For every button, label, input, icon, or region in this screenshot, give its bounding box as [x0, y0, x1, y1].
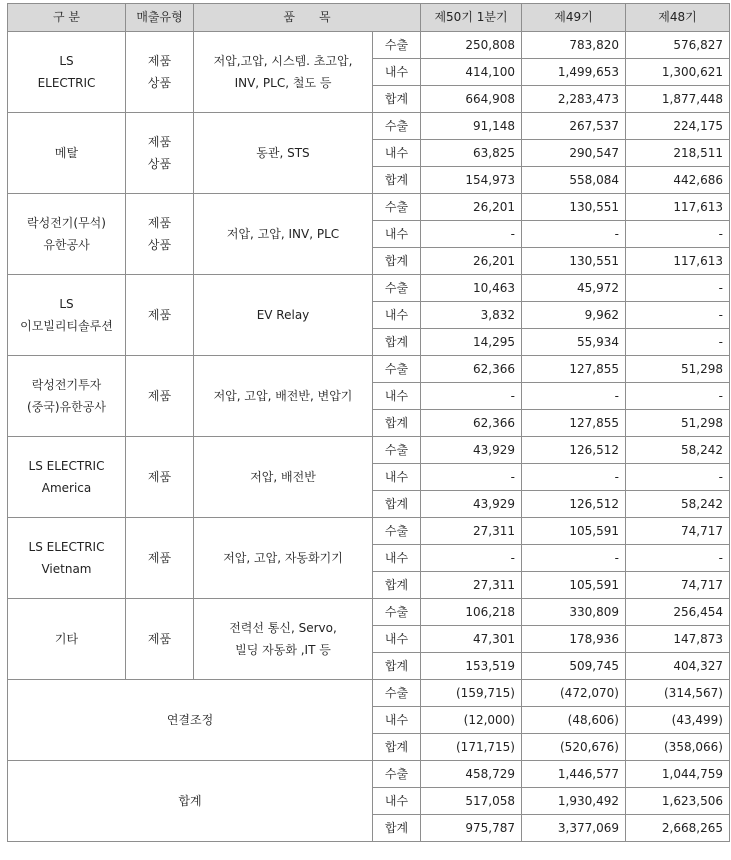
table-row	[8, 680, 730, 707]
value-cell: (472,070)	[522, 680, 626, 707]
value-cell: 256,454	[626, 599, 730, 626]
grand-total-label: 합계	[8, 761, 373, 842]
table-row	[8, 599, 730, 626]
value-cell: 127,855	[522, 356, 626, 383]
value-cell: 74,717	[626, 572, 730, 599]
product-items	[194, 113, 373, 194]
value-cell: -	[626, 383, 730, 410]
product-items	[194, 32, 373, 113]
header-sales-type: 매출유형	[126, 4, 194, 32]
value-cell: 3,377,069	[522, 815, 626, 842]
value-cell: 3,832	[421, 302, 522, 329]
header-period-50: 제50기 1분기	[421, 4, 522, 32]
value-cell: 127,855	[522, 410, 626, 437]
sales-type	[126, 518, 194, 599]
header-period-48: 제48기	[626, 4, 730, 32]
value-cell: -	[421, 221, 522, 248]
sales-type-line: 제품	[147, 308, 172, 322]
value-cell: (159,715)	[421, 680, 522, 707]
value-cell: -	[626, 464, 730, 491]
value-cell: 43,929	[421, 437, 522, 464]
row-label-domestic: 내수	[373, 788, 421, 815]
table-row	[8, 518, 730, 545]
value-cell: -	[522, 383, 626, 410]
value-cell: 62,366	[421, 356, 522, 383]
value-cell: 27,311	[421, 518, 522, 545]
value-cell: 153,519	[421, 653, 522, 680]
row-label-total: 합계	[373, 410, 421, 437]
row-label-export: 수출	[373, 113, 421, 140]
product-items	[194, 275, 373, 356]
product-items-line: 저압,고압, 시스템. 초고압,	[213, 54, 353, 68]
value-cell: (358,066)	[626, 734, 730, 761]
row-label-domestic: 내수	[373, 626, 421, 653]
row-label-export: 수출	[373, 599, 421, 626]
sales-type	[126, 113, 194, 194]
sales-type	[126, 437, 194, 518]
table-row	[8, 356, 730, 383]
value-cell: 414,100	[421, 59, 522, 86]
table-row	[8, 32, 730, 59]
row-label-total: 합계	[373, 815, 421, 842]
table-row	[8, 275, 730, 302]
product-items-line: EV Relay	[256, 308, 310, 322]
value-cell: 43,929	[421, 491, 522, 518]
value-cell: 250,808	[421, 32, 522, 59]
sales-type	[126, 32, 194, 113]
value-cell: 26,201	[421, 248, 522, 275]
row-label-export: 수출	[373, 194, 421, 221]
value-cell: (520,676)	[522, 734, 626, 761]
product-items-line: 저압, 고압, 자동화기기	[223, 551, 343, 565]
product-items-line: 저압, 고압, 배전반, 변압기	[213, 389, 353, 403]
row-label-total: 합계	[373, 653, 421, 680]
sales-type-line: 제품	[147, 389, 172, 403]
company-name-line: 메탈	[54, 146, 79, 160]
value-cell: 267,537	[522, 113, 626, 140]
row-label-domestic: 내수	[373, 302, 421, 329]
sales-type-line: 상품	[147, 157, 172, 171]
company-name	[8, 275, 126, 356]
company-name	[8, 113, 126, 194]
product-items-line: 동관, STS	[256, 146, 310, 160]
company-name	[8, 194, 126, 275]
value-cell: 1,499,653	[522, 59, 626, 86]
company-name	[8, 437, 126, 518]
value-cell: 664,908	[421, 86, 522, 113]
sales-type-line: 상품	[147, 76, 172, 90]
row-label-export: 수출	[373, 356, 421, 383]
row-label-export: 수출	[373, 32, 421, 59]
value-cell: 330,809	[522, 599, 626, 626]
row-label-export: 수출	[373, 518, 421, 545]
value-cell: 458,729	[421, 761, 522, 788]
value-cell: 9,962	[522, 302, 626, 329]
value-cell: 58,242	[626, 491, 730, 518]
header-item: 품 목	[194, 4, 421, 32]
value-cell: 105,591	[522, 572, 626, 599]
value-cell: (48,606)	[522, 707, 626, 734]
product-items-line: 저압, 배전반	[250, 470, 316, 484]
sales-type-line: 상품	[147, 238, 172, 252]
company-name-line: 락성전기(무석)	[27, 216, 106, 230]
value-cell: 1,446,577	[522, 761, 626, 788]
value-cell: 27,311	[421, 572, 522, 599]
table-row	[8, 437, 730, 464]
value-cell: 130,551	[522, 194, 626, 221]
value-cell: 117,613	[626, 248, 730, 275]
product-items	[194, 437, 373, 518]
value-cell: -	[626, 275, 730, 302]
row-label-total: 합계	[373, 86, 421, 113]
row-label-total: 합계	[373, 167, 421, 194]
product-items-line: 전력선 통신, Servo,	[229, 621, 337, 635]
value-cell: -	[421, 464, 522, 491]
value-cell: 26,201	[421, 194, 522, 221]
value-cell: 117,613	[626, 194, 730, 221]
company-name-line: (중국)유한공사	[27, 400, 106, 414]
value-cell: 130,551	[522, 248, 626, 275]
row-label-domestic: 내수	[373, 383, 421, 410]
value-cell: 1,300,621	[626, 59, 730, 86]
value-cell: 106,218	[421, 599, 522, 626]
sales-type-line: 제품	[147, 54, 172, 68]
row-label-domestic: 내수	[373, 464, 421, 491]
value-cell: 63,825	[421, 140, 522, 167]
value-cell: (43,499)	[626, 707, 730, 734]
value-cell: -	[626, 302, 730, 329]
product-items-line: INV, PLC, 철도 등	[234, 76, 332, 90]
value-cell: -	[522, 221, 626, 248]
table-row	[8, 113, 730, 140]
value-cell: 58,242	[626, 437, 730, 464]
row-label-export: 수출	[373, 275, 421, 302]
header-row	[8, 4, 730, 32]
value-cell: -	[626, 329, 730, 356]
value-cell: 1,623,506	[626, 788, 730, 815]
value-cell: -	[522, 545, 626, 572]
value-cell: 47,301	[421, 626, 522, 653]
value-cell: -	[421, 383, 522, 410]
sales-type	[126, 194, 194, 275]
company-name-line: ELECTRIC	[37, 76, 96, 90]
company-name-line: LS ELECTRIC	[28, 540, 105, 554]
product-items	[194, 194, 373, 275]
product-items-line: 저압, 고압, INV, PLC	[226, 227, 340, 241]
value-cell: 51,298	[626, 356, 730, 383]
value-cell: 147,873	[626, 626, 730, 653]
company-name-line: 유한공사	[43, 238, 90, 252]
company-name	[8, 356, 126, 437]
company-name-line: 이모빌리티솔루션	[20, 319, 113, 333]
value-cell: 74,717	[626, 518, 730, 545]
row-label-total: 합계	[373, 491, 421, 518]
product-items	[194, 599, 373, 680]
value-cell: 154,973	[421, 167, 522, 194]
value-cell: 442,686	[626, 167, 730, 194]
value-cell: 218,511	[626, 140, 730, 167]
row-label-total: 합계	[373, 572, 421, 599]
row-label-export: 수출	[373, 761, 421, 788]
value-cell: 62,366	[421, 410, 522, 437]
value-cell: 783,820	[522, 32, 626, 59]
value-cell: 558,084	[522, 167, 626, 194]
row-label-total: 합계	[373, 329, 421, 356]
company-name	[8, 32, 126, 113]
company-name-line: LS ELECTRIC	[28, 459, 105, 473]
value-cell: 51,298	[626, 410, 730, 437]
sales-table	[7, 3, 730, 842]
value-cell: 91,148	[421, 113, 522, 140]
row-label-domestic: 내수	[373, 707, 421, 734]
sales-type	[126, 275, 194, 356]
row-label-total: 합계	[373, 248, 421, 275]
consolidation-adjustment-label: 연결조정	[8, 680, 373, 761]
table-row	[8, 761, 730, 788]
company-name-line: America	[41, 481, 92, 495]
company-name	[8, 599, 126, 680]
sales-type	[126, 356, 194, 437]
value-cell: -	[626, 221, 730, 248]
company-name-line: 기타	[54, 632, 79, 646]
value-cell: 1,044,759	[626, 761, 730, 788]
company-name-line: LS	[59, 54, 74, 68]
product-items	[194, 518, 373, 599]
value-cell: 2,283,473	[522, 86, 626, 113]
sales-type-line: 제품	[147, 632, 172, 646]
value-cell: 290,547	[522, 140, 626, 167]
value-cell: 509,745	[522, 653, 626, 680]
row-label-domestic: 내수	[373, 545, 421, 572]
value-cell: 1,877,448	[626, 86, 730, 113]
row-label-domestic: 내수	[373, 140, 421, 167]
value-cell: 10,463	[421, 275, 522, 302]
header-division: 구 분	[8, 4, 126, 32]
table-row	[8, 194, 730, 221]
company-name-line: Vietnam	[41, 562, 92, 576]
value-cell: 975,787	[421, 815, 522, 842]
value-cell: 105,591	[522, 518, 626, 545]
company-name-line: 락성전기투자	[31, 378, 102, 392]
sales-type	[126, 599, 194, 680]
row-label-total: 합계	[373, 734, 421, 761]
value-cell: 576,827	[626, 32, 730, 59]
company-name	[8, 518, 126, 599]
company-name-line: LS	[59, 297, 74, 311]
value-cell: 126,512	[522, 491, 626, 518]
value-cell: (12,000)	[421, 707, 522, 734]
value-cell: (314,567)	[626, 680, 730, 707]
row-label-domestic: 내수	[373, 221, 421, 248]
value-cell: 2,668,265	[626, 815, 730, 842]
value-cell: -	[626, 545, 730, 572]
row-label-export: 수출	[373, 437, 421, 464]
value-cell: 178,936	[522, 626, 626, 653]
sales-type-line: 제품	[147, 551, 172, 565]
value-cell: 1,930,492	[522, 788, 626, 815]
sales-type-line: 제품	[147, 470, 172, 484]
value-cell: 224,175	[626, 113, 730, 140]
value-cell: -	[522, 464, 626, 491]
value-cell: 45,972	[522, 275, 626, 302]
header-period-49: 제49기	[522, 4, 626, 32]
sales-type-line: 제품	[147, 216, 172, 230]
value-cell: (171,715)	[421, 734, 522, 761]
value-cell: 14,295	[421, 329, 522, 356]
value-cell: 126,512	[522, 437, 626, 464]
value-cell: -	[421, 545, 522, 572]
value-cell: 404,327	[626, 653, 730, 680]
product-items-line: 빌딩 자동화 ,IT 등	[235, 643, 331, 657]
row-label-export: 수출	[373, 680, 421, 707]
value-cell: 55,934	[522, 329, 626, 356]
sales-type-line: 제품	[147, 135, 172, 149]
value-cell: 517,058	[421, 788, 522, 815]
row-label-domestic: 내수	[373, 59, 421, 86]
product-items	[194, 356, 373, 437]
